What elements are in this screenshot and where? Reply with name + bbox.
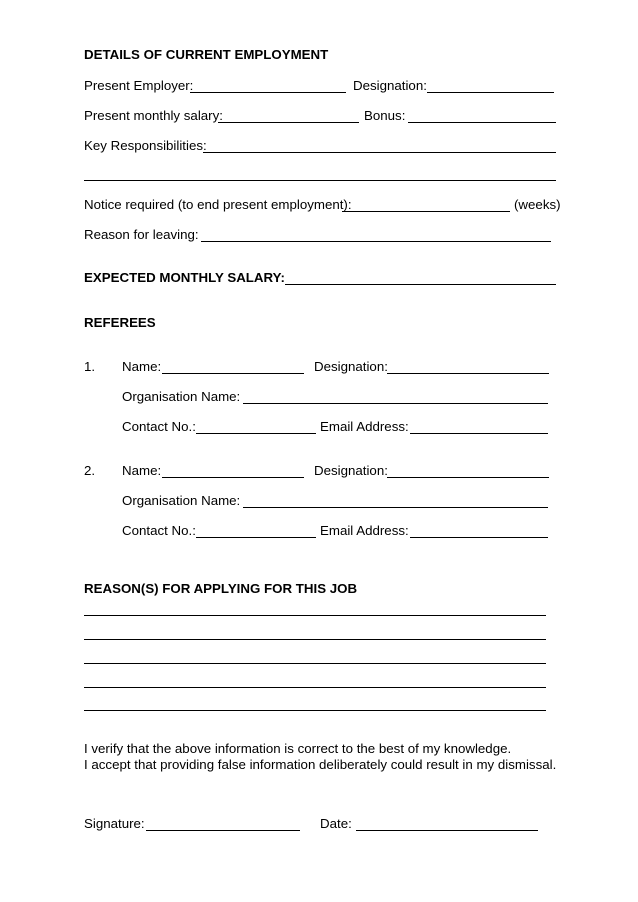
reasons-line-3[interactable] [84,663,546,664]
monthly-salary-field[interactable] [218,122,359,123]
referee-1-number: 1. [84,359,96,374]
referee-1-organisation-label: Organisation Name: [122,389,241,404]
expected-salary-field[interactable] [285,284,556,285]
reason-leaving-label: Reason for leaving: [84,227,199,242]
bonus-label: Bonus: [364,108,406,123]
notice-label: Notice required (to end present employment): [84,197,352,212]
reason-leaving-field[interactable] [201,241,551,242]
referee-1-organisation-field[interactable] [243,403,548,404]
referee-2-contact-label: Contact No.: [122,523,196,538]
reasons-line-4[interactable] [84,687,546,688]
referee-2-email-field[interactable] [410,537,548,538]
monthly-salary-label: Present monthly salary: [84,108,223,123]
notice-field[interactable] [342,211,510,212]
reasons-heading: REASON(S) FOR APPLYING FOR THIS JOB [84,581,358,596]
referee-1-name-label: Name: [122,359,162,374]
referee-2-designation-field[interactable] [387,477,549,478]
declaration-line-2: I accept that providing false information deliberately could result in my dismissal. [84,757,557,772]
reasons-line-2[interactable] [84,639,546,640]
referee-2-organisation-field[interactable] [243,507,548,508]
referee-2-name-field[interactable] [162,477,304,478]
notice-unit: (weeks) [514,197,561,212]
referee-1-name-field[interactable] [162,373,304,374]
employment-heading: DETAILS OF CURRENT EMPLOYMENT [84,47,329,62]
date-field[interactable] [356,830,538,831]
responsibilities-field[interactable] [203,152,556,153]
date-label: Date: [320,816,352,831]
reasons-line-1[interactable] [84,615,546,616]
referee-1-contact-field[interactable] [196,433,316,434]
responsibilities-field-line-2[interactable] [84,180,556,181]
referee-1-email-label: Email Address: [320,419,409,434]
referee-2-designation-label: Designation: [314,463,388,478]
referee-2-number: 2. [84,463,96,478]
bonus-field[interactable] [408,122,556,123]
signature-label: Signature: [84,816,145,831]
designation-field[interactable] [427,92,554,93]
present-employer-field[interactable] [190,92,346,93]
reasons-line-5[interactable] [84,710,546,711]
referee-1-designation-label: Designation: [314,359,388,374]
referee-1-designation-field[interactable] [387,373,549,374]
designation-label: Designation: [353,78,427,93]
expected-salary-label: EXPECTED MONTHLY SALARY: [84,270,285,285]
referee-2-contact-field[interactable] [196,537,316,538]
present-employer-label: Present Employer: [84,78,194,93]
referee-2-organisation-label: Organisation Name: [122,493,241,508]
referees-heading: REFEREES [84,315,156,330]
referee-2-email-label: Email Address: [320,523,409,538]
declaration-line-1: I verify that the above information is correct to the best of my knowledge. [84,741,512,756]
signature-field[interactable] [146,830,300,831]
responsibilities-label: Key Responsibilities: [84,138,207,153]
referee-2-name-label: Name: [122,463,162,478]
referee-1-email-field[interactable] [410,433,548,434]
referee-1-contact-label: Contact No.: [122,419,196,434]
